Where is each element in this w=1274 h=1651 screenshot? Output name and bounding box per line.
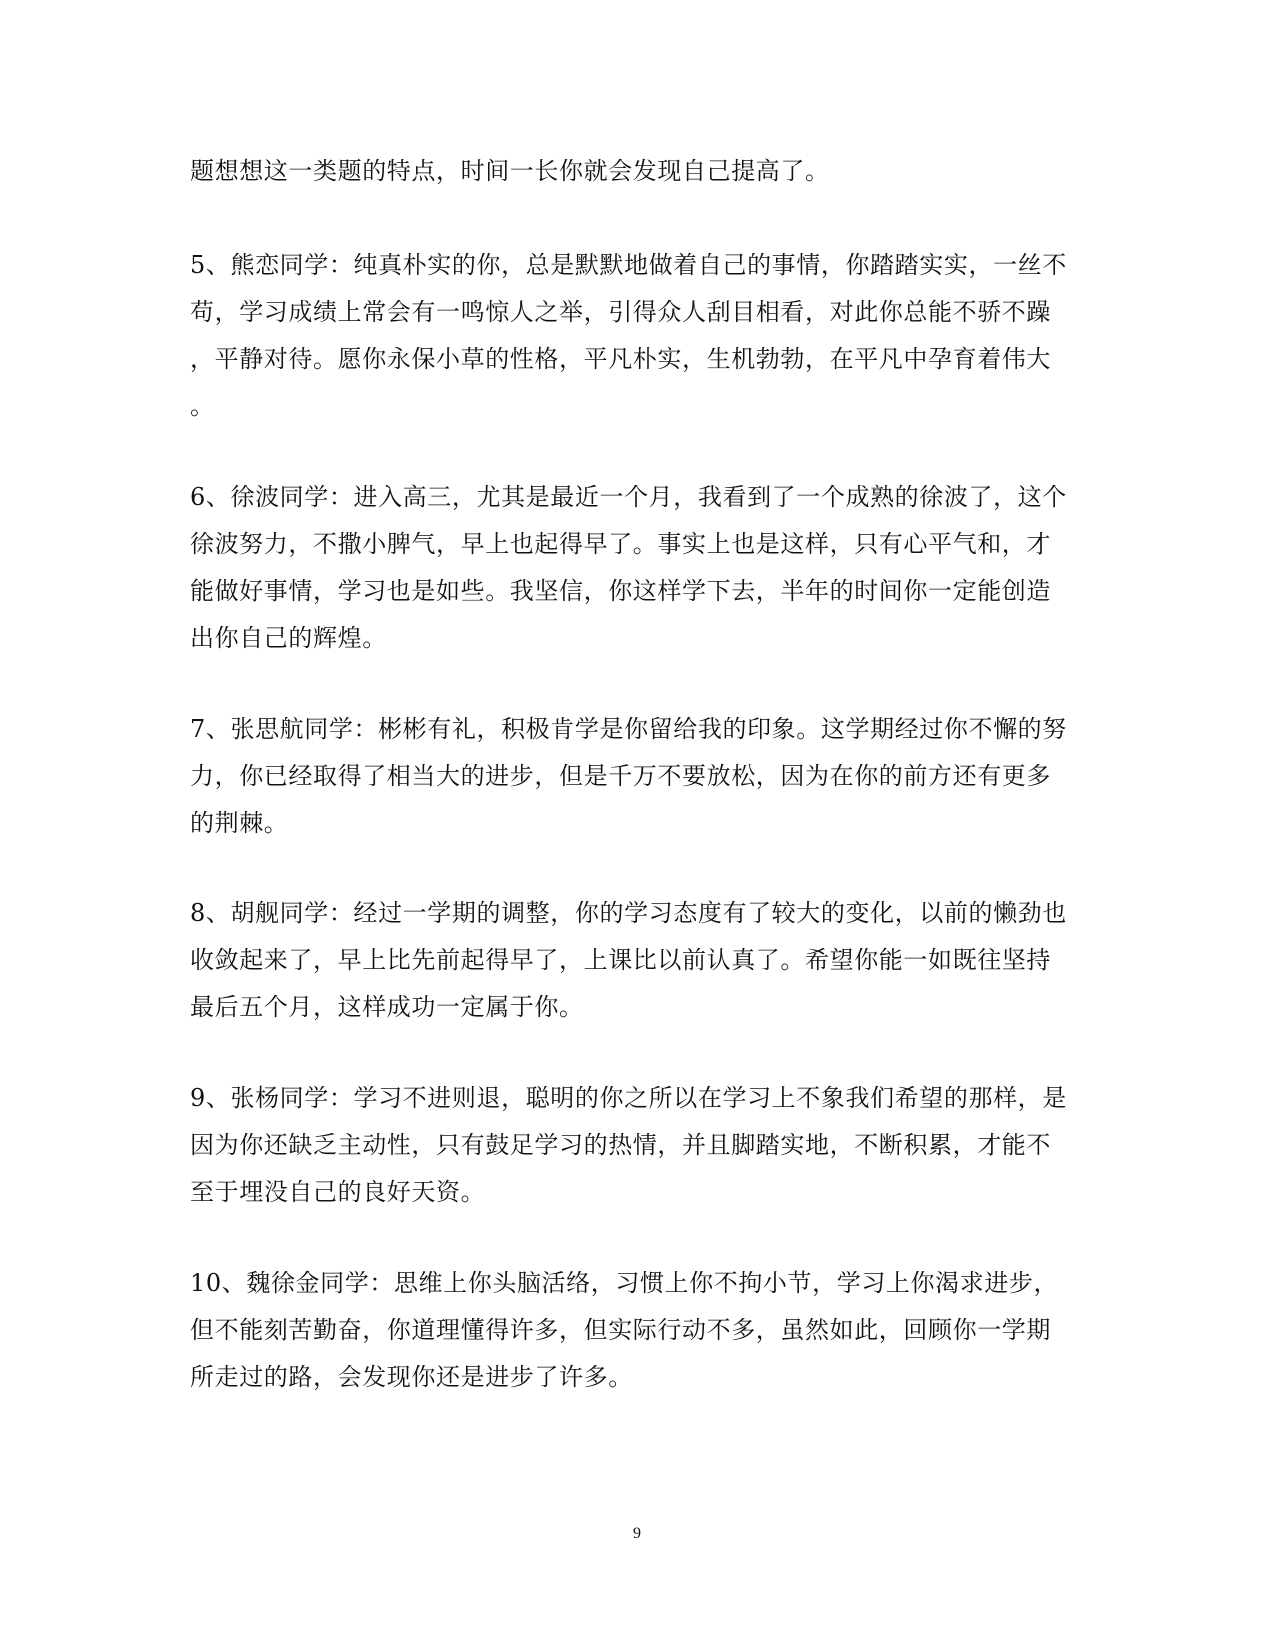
text-line: 题想想这一类题的特点，时间一长你就会发现自己提高了。 xyxy=(190,157,830,185)
text-line: 出你自己的辉煌。 xyxy=(190,624,387,652)
text-line: 因为你还缺乏主动性，只有鼓足学习的热情，并且脚踏实地，不断积累，才能不 xyxy=(190,1131,1051,1159)
text-line: 能做好事情，学习也是如些。我坚信，你这样学下去，半年的时间你一定能创造 xyxy=(190,577,1051,605)
text-line: 9、张杨同学：学习不进则退，聪明的你之所以在学习上不象我们希望的那样，是 xyxy=(190,1084,1067,1112)
text-line: 徐波努力，不撒小脾气，早上也起得早了。事实上也是这样，只有心平气和，才 xyxy=(190,530,1051,558)
text-line: 8、胡舰同学：经过一学期的调整，你的学习态度有了较大的变化，以前的懒劲也 xyxy=(190,899,1067,927)
text-line: 6、徐波同学：进入高三，尤其是最近一个月，我看到了一个成熟的徐波了，这个 xyxy=(190,483,1067,511)
text-line: 苟，学习成绩上常会有一鸣惊人之举，引得众人刮目相看，对此你总能不骄不躁 xyxy=(190,298,1051,326)
text-line: 的荆棘。 xyxy=(190,809,289,837)
text-line: 最后五个月，这样成功一定属于你。 xyxy=(190,993,584,1021)
text-line: 5、熊恋同学：纯真朴实的你，总是默默地做着自己的事情，你踏踏实实，一丝不 xyxy=(190,251,1067,279)
text-line: 。 xyxy=(190,392,215,420)
text-line: 10、魏徐金同学：思维上你头脑活络，习惯上你不拘小节，学习上你渴求进步， xyxy=(190,1269,1059,1297)
text-line: 所走过的路，会发现你还是进步了许多。 xyxy=(190,1363,633,1391)
text-line: 力，你已经取得了相当大的进步，但是千万不要放松，因为在你的前方还有更多 xyxy=(190,762,1051,790)
text-line: 收敛起来了，早上比先前起得早了，上课比以前认真了。希望你能一如既往坚持 xyxy=(190,946,1051,974)
page-number: 9 xyxy=(633,1525,641,1542)
text-line: 但不能刻苦勤奋，你道理懂得许多，但实际行动不多，虽然如此，回顾你一学期 xyxy=(190,1316,1051,1344)
text-line: ，平静对待。愿你永保小草的性格，平凡朴实，生机勃勃，在平凡中孕育着伟大 xyxy=(190,345,1051,373)
text-line: 7、张思航同学：彬彬有礼，积极肯学是你留给我的印象。这学期经过你不懈的努 xyxy=(190,715,1067,743)
text-line: 至于埋没自己的良好天资。 xyxy=(190,1178,486,1206)
